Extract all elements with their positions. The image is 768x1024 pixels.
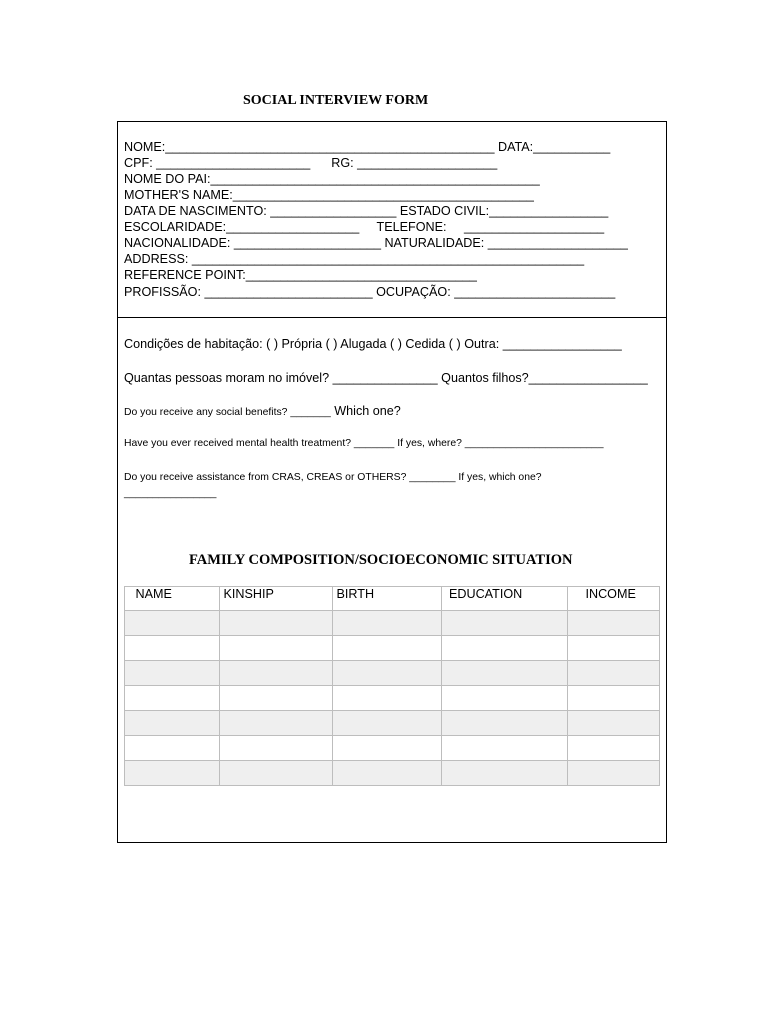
header-kinship: KINSHIP: [220, 587, 333, 611]
family-table-header: [125, 587, 660, 611]
table-cell[interactable]: [333, 636, 442, 661]
table-row: [125, 711, 660, 736]
table-cell[interactable]: [333, 736, 442, 761]
benefits-question[interactable]: [124, 403, 401, 421]
table-cell[interactable]: [442, 736, 568, 761]
name-date-line[interactable]: NOME:_______________________________________________ DATA:___________: [124, 140, 611, 154]
assistance-question[interactable]: Do you receive assistance from CRAS, CREAS or OTHERS? ________ If yes, which one?: [124, 472, 542, 483]
table-row: [125, 636, 660, 661]
header-name: NAME: [125, 587, 220, 611]
table-row: [125, 761, 660, 786]
section-divider: [117, 317, 666, 318]
table-cell[interactable]: [568, 711, 660, 736]
cpf-rg-line[interactable]: CPF: ______________________ RG: ____________________: [124, 156, 498, 170]
residents-question[interactable]: Quantas pessoas moram no imóvel? _______________ Quantos filhos?_________________: [124, 371, 648, 385]
benefits-question-text: Do you receive any social benefits? _______: [124, 407, 331, 418]
table-cell[interactable]: [125, 636, 220, 661]
table-cell[interactable]: [125, 736, 220, 761]
table-cell[interactable]: [568, 761, 660, 786]
table-cell[interactable]: [442, 761, 568, 786]
table-cell[interactable]: [333, 661, 442, 686]
education-phone-line[interactable]: ESCOLARIDADE:___________________ TELEFONE: ____________________: [124, 220, 605, 234]
table-cell[interactable]: [568, 736, 660, 761]
table-cell[interactable]: [333, 686, 442, 711]
table-cell[interactable]: [125, 761, 220, 786]
table-row: [125, 661, 660, 686]
family-table-body: [125, 611, 660, 786]
birth-marital-line[interactable]: DATA DE NASCIMENTO: __________________ ESTADO CIVIL:_________________: [124, 204, 609, 218]
assistance-answer-line[interactable]: ________________: [124, 488, 217, 499]
table-cell[interactable]: [125, 686, 220, 711]
family-table: [124, 586, 660, 786]
table-row: [125, 611, 660, 636]
table-cell[interactable]: [568, 611, 660, 636]
form-title: SOCIAL INTERVIEW FORM: [243, 93, 429, 108]
housing-question[interactable]: Condições de habitação: ( ) Própria ( ) Alugada ( ) Cedida ( ) Outra: _________________: [124, 337, 622, 351]
table-cell[interactable]: [333, 761, 442, 786]
table-cell[interactable]: [442, 636, 568, 661]
table-cell[interactable]: [333, 611, 442, 636]
table-cell[interactable]: [333, 711, 442, 736]
table-cell[interactable]: [568, 636, 660, 661]
table-cell[interactable]: [442, 686, 568, 711]
table-cell[interactable]: [125, 611, 220, 636]
header-income: INCOME: [568, 587, 660, 611]
table-cell[interactable]: [220, 711, 333, 736]
father-name-line[interactable]: NOME DO PAI:_______________________________________________: [124, 172, 540, 186]
table-cell[interactable]: [125, 661, 220, 686]
profession-occupation-line[interactable]: PROFISSÃO: ________________________ OCUPAÇÃO: _______________________: [124, 285, 616, 299]
mental-health-question[interactable]: Have you ever received mental health treatment? _______ If yes, where? ________________________: [124, 438, 604, 449]
reference-point-line[interactable]: REFERENCE POINT:_________________________________: [124, 268, 477, 282]
table-cell[interactable]: [442, 661, 568, 686]
table-cell[interactable]: [442, 711, 568, 736]
family-section-title: FAMILY COMPOSITION/SOCIOECONOMIC SITUATION: [189, 552, 573, 568]
mother-name-line[interactable]: MOTHER'S NAME:___________________________________________: [124, 188, 534, 202]
header-education: EDUCATION: [442, 587, 568, 611]
table-row: [125, 736, 660, 761]
table-cell[interactable]: [220, 761, 333, 786]
table-cell[interactable]: [220, 636, 333, 661]
table-cell[interactable]: [125, 711, 220, 736]
table-cell[interactable]: [568, 686, 660, 711]
benefits-followup: Which one?: [330, 404, 401, 418]
table-cell[interactable]: [442, 611, 568, 636]
table-cell[interactable]: [220, 686, 333, 711]
table-row: [125, 686, 660, 711]
nationality-line[interactable]: NACIONALIDADE: _____________________ NATURALIDADE: ____________________: [124, 236, 628, 250]
table-cell[interactable]: [220, 736, 333, 761]
header-birth: BIRTH: [333, 587, 442, 611]
table-cell[interactable]: [220, 611, 333, 636]
address-line[interactable]: ADDRESS: ________________________________________________________: [124, 252, 585, 266]
table-cell[interactable]: [568, 661, 660, 686]
table-cell[interactable]: [220, 661, 333, 686]
